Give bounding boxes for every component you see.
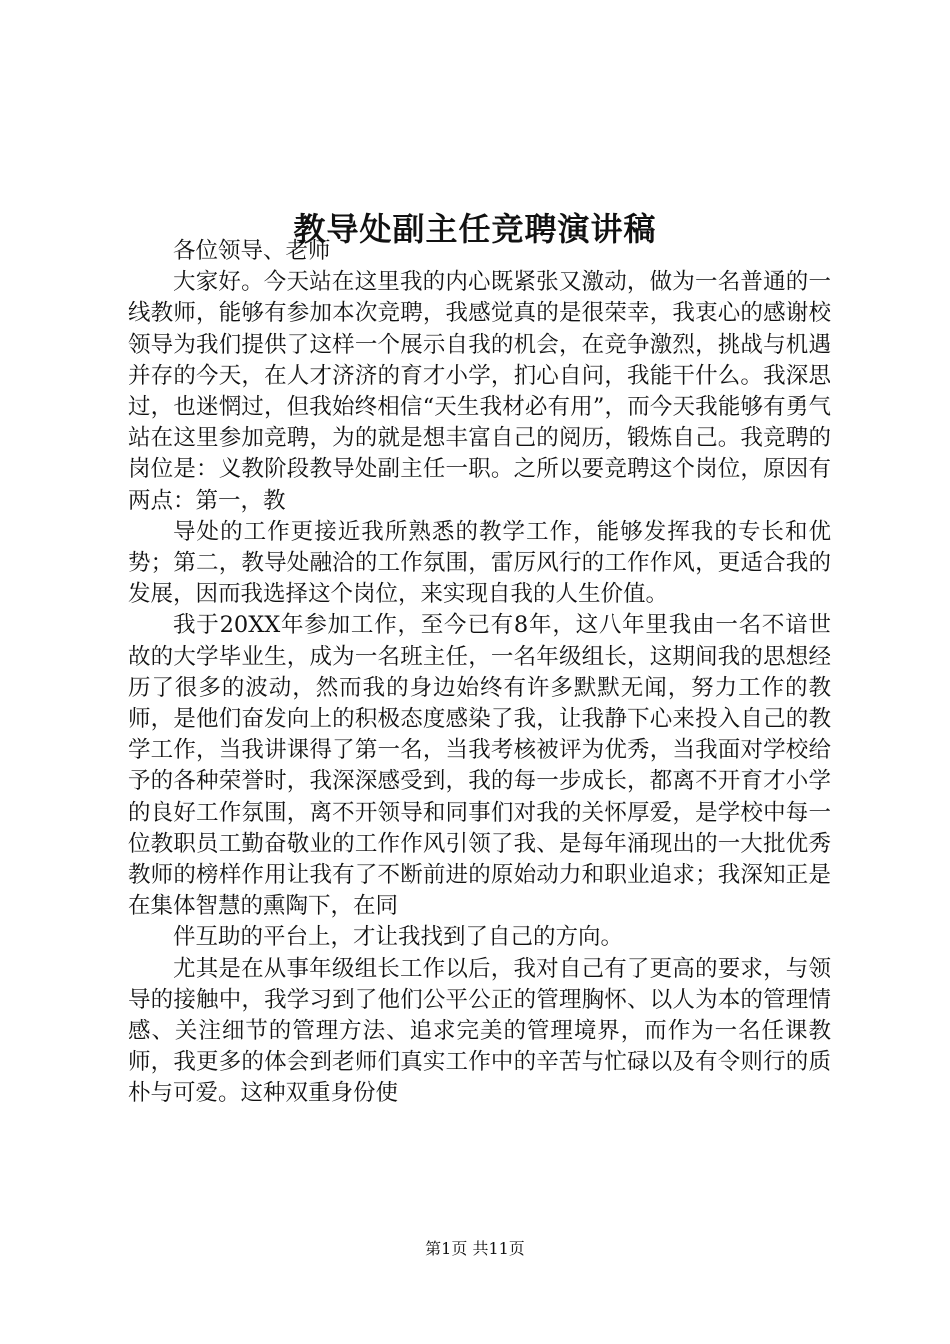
paragraph-direction: 伴互助的平台上，才让我找到了自己的方向。 — [173, 924, 624, 951]
page-footer: 第1页 共11页 — [425, 1239, 525, 1258]
paragraph-experience: 我于20XX年参加工作，至今已有8年，这八年里我由一名不谙世故的大学毕业生，成为一名班主任，一名年级组长，这期间我的思想经历了很多的波动，然而我的身边始终有许多默默无闻，努力工作的教师，是他们奋发向上的积极态度感染了我，让我静下心来投入自己的教学工作，当我讲课得了第一名，当我考核被评为优秀，当我面对学校给予的各种荣誉时，我深深感受到，我的每一步成长，都离不开育才小学的良好工作氛围，离不开领导和同事们对我的关怀厚爱，是学校中每一位教职员工勤奋敬业的工作作风引领了我、是每年涌现出的一大批优秀教师的榜样作用让我有了不断前进的原始动力和职业追求；我深知正是在集体智慧的熏陶下，在同 — [128, 612, 831, 920]
paragraph-intro: 大家好。今天站在这里我的内心既紧张又激动，做为一名普通的一线教师，能够有参加本次竞聘，我感觉真的是很荣幸，我衷心的感谢校领导为我们提供了这样一个展示自我的机会，在竞争激烈，挑战与机遇并存的今天，在人才济济的育才小学，扪心自问，我能干什么。我深思过，也迷惘过，但我始终相信“天生我材必有用”，而今天我能够有勇气站在这里参加竞聘，为的就是想丰富自己的阅历，锻炼自己。我竞聘的岗位是：义教阶段教导处副主任一职。之所以要竞聘这个岗位，原因有两点：第一，教 — [128, 269, 831, 514]
document-title: 教导处副主任竞聘演讲稿 — [293, 210, 657, 249]
paragraph-reasons: 导处的工作更接近我所熟悉的教学工作，能够发挥我的专长和优势；第二，教导处融洽的工作氛围，雷厉风行的工作作风，更适合我的发展，因而我选择这个岗位，来实现自我的人生价值。 — [128, 518, 831, 608]
paragraph-greeting: 各位领导、老师 — [173, 238, 331, 264]
paragraph-grade-leader: 尤其是在从事年级组长工作以后，我对自己有了更高的要求，与领导的接触中，我学习到了他们公平公正的管理胸怀、以人为本的管理情感、关注细节的管理方法、追求完美的管理境界，而作为一名任课教师，我更多的体会到老师们真实工作中的辛苦与忙碌以及有令则行的质朴与可爱。这种双重身份使 — [128, 955, 831, 1107]
document-body — [128, 236, 831, 1110]
